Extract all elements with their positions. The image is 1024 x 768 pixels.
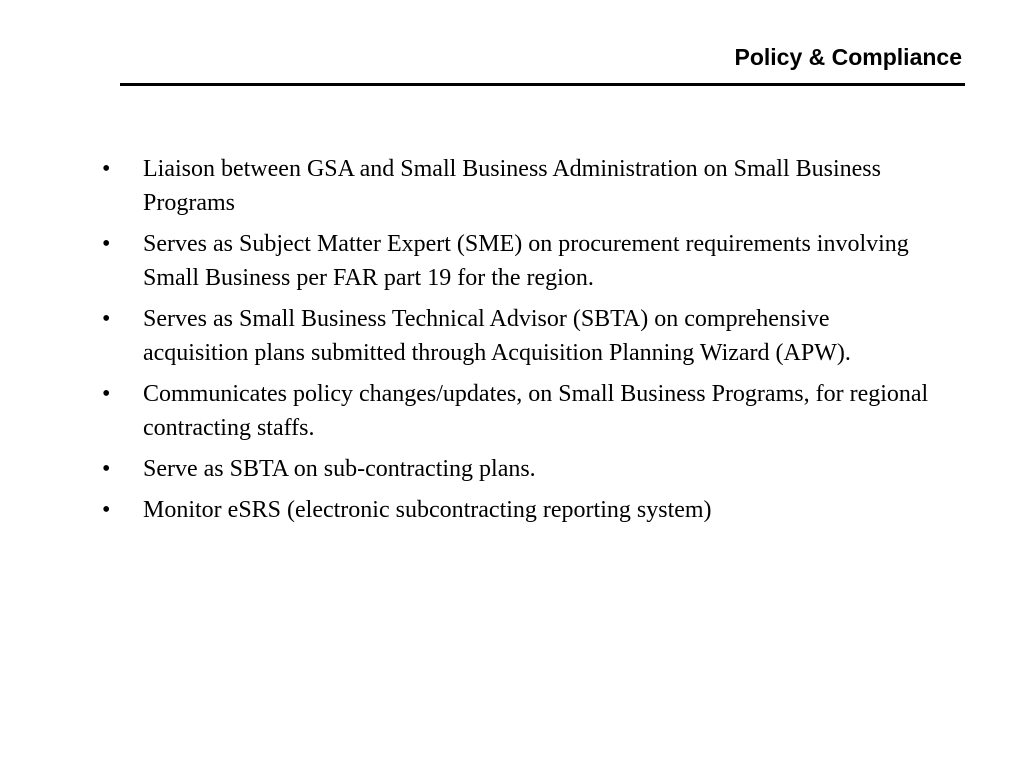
bullet-item <box>100 377 930 445</box>
title-underline <box>120 83 965 86</box>
bullet-item <box>100 452 930 486</box>
bullet-text: Serves as Small Business Technical Advisor (SBTA) on comprehensive acquisition plans submitted through Acquisition Planning Wizard (APW). <box>143 306 851 366</box>
bullet-list <box>100 152 930 534</box>
bullet-marker: • <box>102 306 111 332</box>
bullet-text: Liaison between GSA and Small Business Administration on Small Business Programs <box>143 156 881 216</box>
bullet-text: Serve as SBTA on sub-contracting plans. <box>143 456 536 482</box>
bullet-text: Serves as Subject Matter Expert (SME) on procurement requirements involving Small Business per FAR part 19 for the region. <box>143 231 909 291</box>
slide-title: Policy & Compliance <box>734 44 962 70</box>
bullet-item <box>100 152 930 220</box>
bullet-text: Monitor eSRS (electronic subcontracting reporting system) <box>143 497 712 523</box>
bullet-item <box>100 493 930 527</box>
bullet-marker: • <box>102 231 111 257</box>
bullet-item <box>100 302 930 370</box>
bullet-marker: • <box>102 456 111 482</box>
bullet-text: Communicates policy changes/updates, on Small Business Programs, for regional contracting staffs. <box>143 381 929 441</box>
bullet-marker: • <box>102 156 111 182</box>
bullet-item <box>100 227 930 295</box>
bullet-marker: • <box>102 497 111 523</box>
bullet-marker: • <box>102 381 111 407</box>
